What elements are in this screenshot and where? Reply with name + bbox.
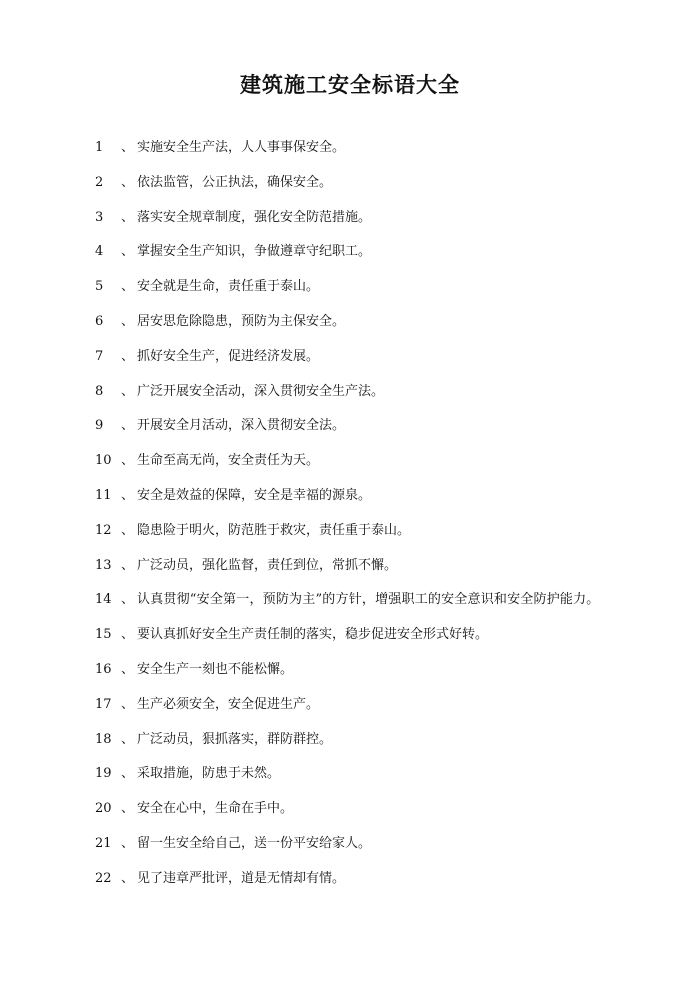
item-separator: 、 — [121, 244, 135, 260]
item-number: 16 — [95, 661, 112, 677]
item-separator: 、 — [121, 696, 135, 712]
item-separator: 、 — [121, 453, 135, 469]
item-number: 22 — [95, 870, 112, 886]
item-separator: 、 — [121, 522, 135, 538]
item-text: 认真贯彻“安全第一，预防为主”的方针，增强职工的安全意识和安全防护能力。 — [137, 592, 600, 608]
list-item — [95, 865, 690, 900]
item-separator: 、 — [121, 731, 135, 747]
item-separator: 、 — [121, 592, 135, 608]
item-number: 13 — [95, 557, 112, 573]
slogan-list — [95, 134, 690, 900]
list-item — [95, 691, 690, 726]
list-item — [95, 238, 690, 273]
item-text: 生命至高无尚，安全责任为天。 — [137, 453, 320, 469]
item-text: 广泛开展安全活动，深入贯彻安全生产法。 — [137, 383, 385, 399]
list-item — [95, 134, 690, 169]
item-separator: 、 — [121, 279, 135, 295]
item-text: 落实安全规章制度，强化安全防范措施。 — [137, 209, 372, 225]
list-item — [95, 308, 690, 343]
item-number: 9 — [95, 418, 104, 434]
document-title: 建筑施工安全标语大全 — [240, 73, 460, 97]
item-separator: 、 — [121, 801, 135, 817]
item-number: 12 — [95, 522, 112, 538]
item-number: 21 — [95, 835, 112, 851]
item-text: 抓好安全生产，促进经济发展。 — [137, 348, 320, 364]
item-separator: 、 — [121, 661, 135, 677]
item-number: 19 — [95, 766, 112, 782]
item-text: 见了违章严批评，道是无情却有情。 — [137, 870, 346, 886]
item-separator: 、 — [121, 870, 135, 886]
list-item — [95, 204, 690, 239]
item-number: 15 — [95, 627, 112, 643]
item-number: 2 — [95, 174, 104, 190]
item-separator: 、 — [121, 418, 135, 434]
item-number: 3 — [95, 209, 104, 225]
item-text: 广泛动员，狠抓落实，群防群控。 — [137, 731, 333, 747]
item-number: 1 — [95, 140, 104, 155]
item-text: 依法监管，公正执法，确保安全。 — [137, 174, 333, 190]
item-text: 开展安全月活动，深入贯彻安全法。 — [137, 418, 346, 434]
item-text: 安全在心中，生命在手中。 — [137, 801, 294, 817]
item-text: 安全是效益的保障，安全是幸福的源泉。 — [137, 487, 372, 503]
item-text: 安全就是生命，责任重于泰山。 — [137, 279, 320, 295]
list-item — [95, 726, 690, 761]
item-separator: 、 — [121, 174, 135, 190]
item-separator: 、 — [121, 487, 135, 503]
item-number: 11 — [95, 487, 112, 503]
item-separator: 、 — [121, 557, 135, 573]
item-text: 实施安全生产法，人人事事保安全。 — [137, 140, 346, 155]
list-item — [95, 586, 690, 621]
item-number: 8 — [95, 383, 104, 399]
list-item — [95, 343, 690, 378]
item-separator: 、 — [121, 835, 135, 851]
item-text: 居安思危除隐患，预防为主保安全。 — [137, 313, 346, 329]
list-item — [95, 760, 690, 795]
item-text: 隐患险于明火，防范胜于救灾，责任重于泰山。 — [137, 522, 411, 538]
list-item — [95, 273, 690, 308]
list-item — [95, 656, 690, 691]
item-separator: 、 — [121, 383, 135, 399]
list-item — [95, 482, 690, 517]
item-separator: 、 — [121, 348, 135, 364]
item-number: 20 — [95, 801, 112, 817]
list-item — [95, 830, 690, 865]
item-separator: 、 — [121, 140, 135, 155]
item-number: 10 — [95, 453, 112, 469]
item-text: 安全生产一刻也不能松懈。 — [137, 661, 294, 677]
item-number: 17 — [95, 696, 112, 712]
list-item — [95, 447, 690, 482]
list-item — [95, 412, 690, 447]
item-text: 要认真抓好安全生产责任制的落实，稳步促进安全形式好转。 — [137, 627, 489, 643]
item-text: 留一生安全给自己，送一份平安给家人。 — [137, 835, 372, 851]
item-number: 6 — [95, 313, 104, 329]
list-item — [95, 621, 690, 656]
item-text: 掌握安全生产知识，争做遵章守纪职工。 — [137, 244, 372, 260]
list-item — [95, 169, 690, 204]
list-item — [95, 795, 690, 830]
list-item — [95, 517, 690, 552]
item-number: 14 — [95, 592, 112, 608]
item-separator: 、 — [121, 209, 135, 225]
item-separator: 、 — [121, 313, 135, 329]
item-number: 18 — [95, 731, 112, 747]
list-item — [95, 378, 690, 413]
item-number: 7 — [95, 348, 104, 364]
item-separator: 、 — [121, 627, 135, 643]
item-number: 4 — [95, 244, 104, 260]
item-separator: 、 — [121, 766, 135, 782]
item-text: 生产必须安全，安全促进生产。 — [137, 696, 320, 712]
item-text: 广泛动员，强化监督，责任到位，常抓不懈。 — [137, 557, 398, 573]
item-text: 采取措施，防患于未然。 — [137, 766, 281, 782]
list-item — [95, 552, 690, 587]
item-number: 5 — [95, 279, 104, 295]
